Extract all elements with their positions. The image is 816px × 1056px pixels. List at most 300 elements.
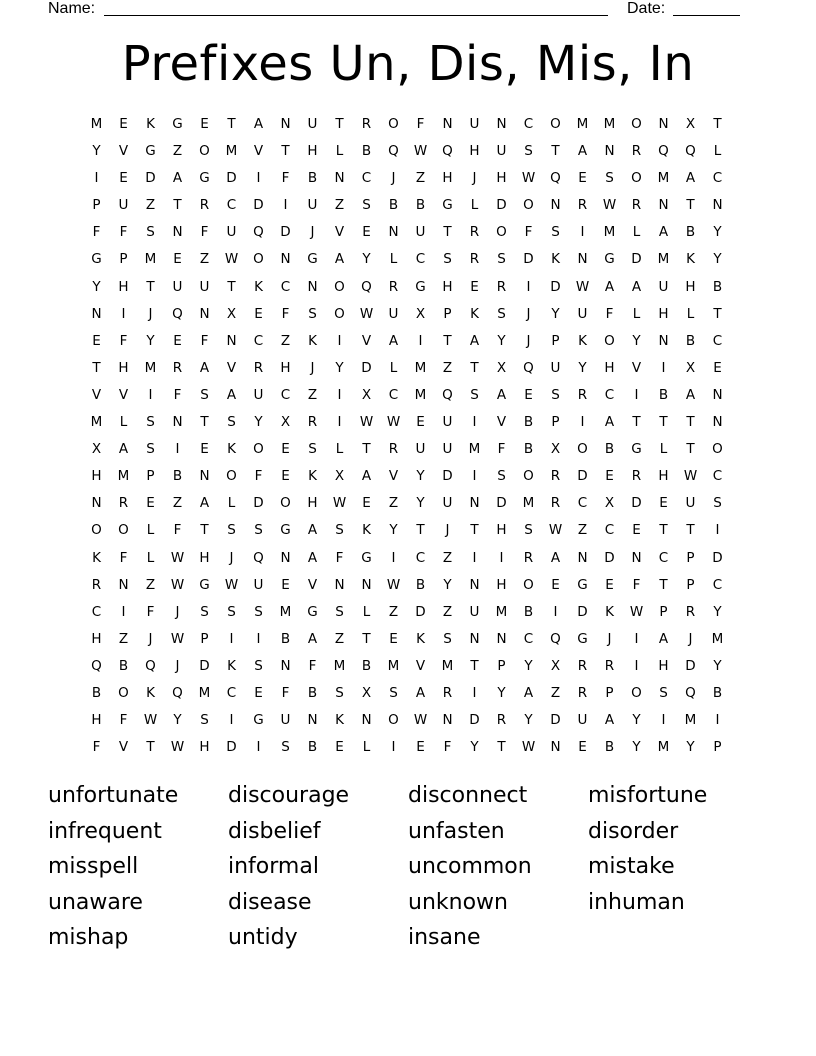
- grid-letter: C: [253, 332, 264, 349]
- grid-letter: A: [172, 170, 183, 187]
- grid-letter: N: [658, 332, 669, 349]
- grid-letter: H: [442, 170, 453, 187]
- grid-letter: K: [335, 712, 344, 729]
- grid-letter: S: [308, 441, 317, 458]
- grid-letter: H: [658, 305, 669, 322]
- grid-letter: N: [307, 712, 318, 729]
- grid-letter: D: [496, 197, 507, 214]
- grid-letter: W: [224, 251, 239, 268]
- word-list-item: discourage: [228, 783, 350, 808]
- grid-letter: T: [659, 522, 668, 539]
- grid-letter: C: [712, 332, 723, 349]
- grid-letter: R: [91, 576, 102, 593]
- grid-letter: Q: [91, 657, 102, 674]
- grid-letter: S: [443, 630, 452, 647]
- grid-letter: F: [146, 603, 155, 620]
- grid-letter: F: [632, 576, 641, 593]
- grid-letter: R: [631, 197, 642, 214]
- grid-letter: K: [308, 468, 317, 485]
- grid-letter: M: [657, 739, 670, 756]
- grid-letter: Z: [145, 576, 156, 593]
- grid-letter: F: [119, 332, 128, 349]
- grid-letter: L: [632, 305, 641, 322]
- grid-letter: P: [686, 576, 695, 593]
- grid-letter: E: [92, 332, 101, 349]
- grid-letter: U: [577, 305, 588, 322]
- grid-letter: H: [199, 549, 210, 566]
- grid-letter: T: [686, 441, 695, 458]
- grid-letter: I: [229, 712, 234, 729]
- grid-letter: I: [634, 386, 639, 403]
- grid-letter: W: [170, 549, 185, 566]
- grid-letter: H: [442, 278, 453, 295]
- grid-letter: A: [226, 386, 237, 403]
- grid-letter: I: [337, 414, 342, 431]
- grid-letter: O: [253, 441, 264, 458]
- grid-letter: Y: [497, 332, 506, 349]
- grid-letter: F: [524, 224, 533, 241]
- grid-letter: N: [550, 197, 561, 214]
- grid-letter: N: [712, 197, 723, 214]
- grid-letter: A: [334, 251, 345, 268]
- grid-letter: A: [118, 441, 129, 458]
- grid-letter: S: [146, 224, 155, 241]
- grid-letter: X: [685, 116, 696, 132]
- word-list-item: disorder: [588, 818, 679, 844]
- grid-letter: C: [577, 495, 588, 512]
- name-label: Name:: [48, 0, 96, 17]
- grid-letter: I: [634, 657, 639, 674]
- grid-letter: Y: [578, 359, 587, 376]
- grid-letter: S: [605, 170, 614, 187]
- grid-letter: K: [227, 657, 236, 674]
- word-search-grid: [83, 111, 731, 761]
- grid-letter: C: [361, 170, 372, 187]
- grid-letter: V: [307, 576, 318, 593]
- grid-letter: F: [92, 224, 101, 241]
- grid-letter: A: [307, 630, 318, 647]
- grid-letter: M: [198, 684, 211, 701]
- grid-letter: V: [415, 657, 426, 674]
- grid-letter: D: [415, 603, 426, 620]
- grid-letter: T: [686, 197, 695, 214]
- grid-letter: V: [118, 386, 129, 403]
- grid-letter: K: [686, 251, 695, 268]
- grid-letter: A: [361, 468, 372, 485]
- grid-letter: J: [607, 630, 612, 647]
- grid-letter: K: [362, 522, 371, 539]
- grid-letter: S: [146, 414, 155, 431]
- grid-letter: Z: [442, 603, 453, 620]
- grid-letter: A: [469, 332, 480, 349]
- grid-letter: H: [685, 278, 696, 295]
- grid-letter: P: [686, 549, 695, 566]
- grid-letter: U: [658, 278, 669, 295]
- grid-letter: R: [550, 495, 561, 512]
- grid-letter: Y: [686, 739, 695, 756]
- grid-letter: T: [470, 359, 479, 376]
- grid-letter: B: [712, 684, 723, 701]
- grid-letter: Q: [361, 278, 372, 295]
- grid-letter: K: [551, 251, 560, 268]
- grid-letter: W: [548, 522, 563, 539]
- grid-letter: M: [144, 251, 157, 268]
- grid-letter: B: [415, 197, 426, 214]
- grid-letter: S: [497, 251, 506, 268]
- grid-letter: O: [226, 468, 237, 485]
- grid-letter: H: [91, 468, 102, 485]
- grid-letter: Q: [658, 143, 669, 160]
- grid-letter: Y: [632, 332, 641, 349]
- grid-letter: W: [170, 576, 185, 593]
- grid-letter: M: [90, 116, 103, 132]
- grid-letter: B: [523, 441, 534, 458]
- grid-letter: I: [472, 468, 477, 485]
- grid-letter: J: [175, 603, 180, 620]
- grid-letter: P: [119, 251, 128, 268]
- grid-letter: B: [523, 603, 534, 620]
- grid-letter: H: [91, 712, 102, 729]
- grid-letter: M: [603, 116, 616, 132]
- grid-letter: R: [118, 495, 129, 512]
- grid-letter: I: [391, 549, 396, 566]
- grid-letter: V: [361, 332, 372, 349]
- grid-letter: F: [416, 116, 425, 132]
- grid-letter: Z: [415, 170, 426, 187]
- word-list-item: mishap: [48, 925, 129, 950]
- grid-letter: I: [472, 549, 477, 566]
- grid-letter: I: [661, 359, 666, 376]
- grid-letter: F: [281, 684, 290, 701]
- grid-letter: E: [605, 576, 614, 593]
- grid-letter: N: [280, 657, 291, 674]
- grid-letter: Y: [524, 712, 533, 729]
- grid-letter: W: [386, 414, 401, 431]
- grid-letter: H: [658, 468, 669, 485]
- word-list-item: disease: [228, 889, 312, 915]
- grid-letter: F: [119, 549, 128, 566]
- grid-letter: K: [578, 332, 587, 349]
- grid-letter: I: [634, 630, 639, 647]
- grid-letter: I: [715, 522, 720, 539]
- grid-letter: N: [307, 278, 318, 295]
- grid-letter: Z: [334, 197, 345, 214]
- grid-letter: E: [173, 251, 182, 268]
- grid-letter: D: [712, 549, 723, 566]
- grid-letter: K: [227, 441, 236, 458]
- grid-letter: Z: [550, 684, 561, 701]
- grid-letter: X: [226, 305, 237, 322]
- grid-letter: P: [497, 657, 506, 674]
- grid-letter: I: [499, 549, 504, 566]
- grid-letter: Z: [334, 630, 345, 647]
- grid-letter: X: [361, 386, 372, 403]
- grid-letter: I: [256, 630, 261, 647]
- grid-letter: E: [524, 386, 533, 403]
- grid-letter: U: [280, 712, 291, 729]
- grid-letter: Y: [497, 684, 506, 701]
- grid-letter: O: [334, 305, 345, 322]
- grid-letter: N: [361, 712, 372, 729]
- grid-letter: L: [713, 143, 722, 160]
- grid-letter: Y: [551, 305, 560, 322]
- grid-letter: T: [551, 143, 560, 160]
- grid-letter: S: [470, 386, 479, 403]
- grid-letter: I: [283, 197, 288, 214]
- grid-letter: C: [415, 251, 426, 268]
- grid-letter: A: [253, 116, 264, 132]
- grid-letter: R: [388, 278, 399, 295]
- grid-letter: I: [175, 441, 180, 458]
- grid-letter: J: [148, 305, 153, 322]
- grid-letter: L: [362, 739, 371, 756]
- grid-letter: U: [442, 414, 453, 431]
- grid-letter: Y: [713, 224, 722, 241]
- grid-letter: S: [551, 386, 560, 403]
- grid-letter: D: [577, 603, 588, 620]
- grid-letter: A: [658, 224, 669, 241]
- grid-letter: A: [604, 712, 615, 729]
- grid-letter: B: [523, 414, 534, 431]
- grid-letter: M: [333, 657, 346, 674]
- word-list-item: disbelief: [228, 818, 321, 844]
- grid-letter: N: [550, 739, 561, 756]
- grid-letter: R: [307, 414, 318, 431]
- grid-letter: P: [551, 332, 560, 349]
- grid-letter: F: [443, 739, 452, 756]
- grid-letter: U: [226, 224, 237, 241]
- grid-letter: K: [605, 603, 614, 620]
- grid-letter: D: [550, 712, 561, 729]
- grid-letter: C: [415, 549, 426, 566]
- grid-letter: V: [253, 143, 264, 160]
- grid-letter: Q: [442, 143, 453, 160]
- grid-letter: C: [712, 170, 723, 187]
- grid-letter: B: [712, 278, 723, 295]
- grid-letter: R: [172, 359, 183, 376]
- grid-letter: Q: [172, 684, 183, 701]
- grid-letter: S: [524, 522, 533, 539]
- grid-letter: O: [91, 522, 102, 539]
- grid-letter: S: [200, 386, 209, 403]
- grid-letter: X: [550, 441, 561, 458]
- grid-letter: R: [361, 116, 372, 132]
- grid-letter: B: [685, 332, 696, 349]
- grid-letter: K: [254, 278, 263, 295]
- grid-letter: T: [686, 414, 695, 431]
- grid-letter: H: [199, 739, 210, 756]
- grid-letter: N: [172, 224, 183, 241]
- grid-letter: O: [712, 441, 723, 458]
- grid-letter: I: [580, 414, 585, 431]
- grid-letter: B: [685, 224, 696, 241]
- grid-letter: J: [391, 170, 396, 187]
- grid-letter: U: [496, 143, 507, 160]
- word-list-item: insane: [408, 925, 481, 950]
- grid-letter: W: [386, 576, 401, 593]
- grid-letter: C: [712, 576, 723, 593]
- grid-letter: H: [496, 522, 507, 539]
- grid-letter: U: [253, 386, 264, 403]
- grid-letter: O: [199, 143, 210, 160]
- grid-letter: E: [578, 739, 587, 756]
- grid-letter: R: [496, 278, 507, 295]
- grid-letter: E: [200, 441, 209, 458]
- grid-letter: U: [577, 712, 588, 729]
- grid-letter: I: [715, 712, 720, 729]
- word-list-item: unfortunate: [48, 783, 179, 808]
- grid-letter: X: [91, 441, 102, 458]
- grid-letter: L: [389, 251, 398, 268]
- grid-letter: C: [388, 386, 399, 403]
- grid-letter: E: [254, 305, 263, 322]
- grid-letter: M: [279, 603, 292, 620]
- grid-letter: I: [121, 305, 126, 322]
- grid-letter: I: [418, 332, 423, 349]
- word-list-item: misfortune: [588, 783, 708, 808]
- grid-letter: D: [226, 739, 237, 756]
- grid-letter: G: [145, 143, 156, 160]
- grid-letter: B: [361, 143, 372, 160]
- grid-letter: Y: [173, 712, 182, 729]
- grid-letter: N: [199, 468, 210, 485]
- grid-letter: S: [308, 305, 317, 322]
- grid-letter: C: [91, 603, 102, 620]
- grid-letter: R: [631, 143, 642, 160]
- grid-letter: A: [685, 170, 696, 187]
- grid-letter: U: [415, 224, 426, 241]
- grid-letter: G: [361, 549, 372, 566]
- grid-letter: U: [442, 441, 453, 458]
- grid-letter: W: [170, 739, 185, 756]
- grid-letter: U: [118, 197, 129, 214]
- grid-letter: R: [631, 468, 642, 485]
- grid-letter: L: [227, 495, 236, 512]
- grid-letter: B: [604, 739, 615, 756]
- grid-letter: Y: [524, 657, 533, 674]
- grid-letter: C: [658, 549, 669, 566]
- grid-letter: I: [472, 414, 477, 431]
- grid-letter: R: [496, 712, 507, 729]
- grid-letter: T: [686, 522, 695, 539]
- grid-letter: A: [604, 414, 615, 431]
- grid-letter: B: [658, 386, 669, 403]
- grid-letter: Y: [713, 251, 722, 268]
- grid-letter: A: [307, 549, 318, 566]
- grid-letter: B: [307, 739, 318, 756]
- grid-letter: S: [146, 441, 155, 458]
- grid-letter: D: [469, 712, 480, 729]
- grid-letter: I: [229, 630, 234, 647]
- grid-letter: Q: [388, 143, 399, 160]
- grid-letter: W: [413, 712, 428, 729]
- grid-letter: S: [227, 414, 236, 431]
- grid-letter: Q: [145, 657, 156, 674]
- grid-letter: Z: [388, 603, 399, 620]
- grid-letter: T: [659, 414, 668, 431]
- grid-letter: M: [657, 251, 670, 268]
- grid-letter: S: [362, 197, 371, 214]
- grid-letter: Z: [280, 332, 291, 349]
- grid-letter: D: [145, 170, 156, 187]
- grid-letter: H: [118, 278, 129, 295]
- grid-letter: I: [148, 386, 153, 403]
- grid-letter: S: [254, 522, 263, 539]
- grid-letter: P: [146, 468, 155, 485]
- grid-letter: E: [551, 576, 560, 593]
- grid-letter: Y: [146, 332, 155, 349]
- grid-letter: N: [658, 197, 669, 214]
- grid-letter: O: [388, 712, 399, 729]
- grid-letter: R: [577, 386, 588, 403]
- grid-letter: U: [253, 576, 264, 593]
- grid-letter: W: [521, 170, 536, 187]
- grid-letter: S: [497, 468, 506, 485]
- grid-letter: S: [200, 603, 209, 620]
- grid-letter: B: [118, 657, 129, 674]
- grid-letter: K: [146, 116, 155, 132]
- grid-letter: T: [227, 278, 236, 295]
- grid-letter: N: [280, 116, 291, 132]
- grid-letter: Y: [416, 495, 425, 512]
- grid-letter: I: [553, 603, 558, 620]
- grid-letter: P: [659, 603, 668, 620]
- grid-letter: T: [227, 116, 236, 132]
- grid-letter: R: [442, 684, 453, 701]
- grid-letter: S: [227, 603, 236, 620]
- word-list-item: misspell: [48, 854, 139, 879]
- grid-letter: S: [200, 712, 209, 729]
- grid-letter: B: [604, 441, 615, 458]
- grid-letter: D: [226, 170, 237, 187]
- grid-letter: T: [632, 414, 641, 431]
- grid-letter: F: [173, 386, 182, 403]
- grid-letter: K: [92, 549, 101, 566]
- grid-letter: L: [686, 305, 695, 322]
- grid-letter: D: [253, 197, 264, 214]
- grid-letter: L: [146, 522, 155, 539]
- grid-letter: R: [253, 359, 264, 376]
- grid-letter: M: [90, 414, 103, 431]
- grid-letter: L: [119, 414, 128, 431]
- grid-letter: T: [470, 657, 479, 674]
- grid-letter: H: [496, 170, 507, 187]
- grid-letter: N: [469, 576, 480, 593]
- grid-letter: Q: [172, 305, 183, 322]
- grid-letter: O: [604, 332, 615, 349]
- grid-letter: F: [119, 224, 128, 241]
- grid-letter: T: [443, 224, 452, 241]
- grid-letter: Z: [118, 630, 129, 647]
- grid-letter: O: [118, 684, 129, 701]
- grid-letter: W: [683, 468, 698, 485]
- grid-letter: R: [577, 197, 588, 214]
- grid-letter: A: [307, 522, 318, 539]
- grid-letter: O: [388, 116, 399, 132]
- grid-letter: E: [335, 739, 344, 756]
- grid-letter: J: [526, 305, 531, 322]
- grid-letter: D: [604, 549, 615, 566]
- grid-letter: N: [442, 116, 453, 132]
- grid-letter: N: [91, 495, 102, 512]
- grid-letter: F: [92, 739, 101, 756]
- grid-letter: P: [200, 630, 209, 647]
- grid-letter: I: [256, 170, 261, 187]
- grid-letter: R: [577, 684, 588, 701]
- grid-letter: A: [604, 278, 615, 295]
- grid-letter: M: [414, 386, 427, 403]
- grid-letter: N: [226, 332, 237, 349]
